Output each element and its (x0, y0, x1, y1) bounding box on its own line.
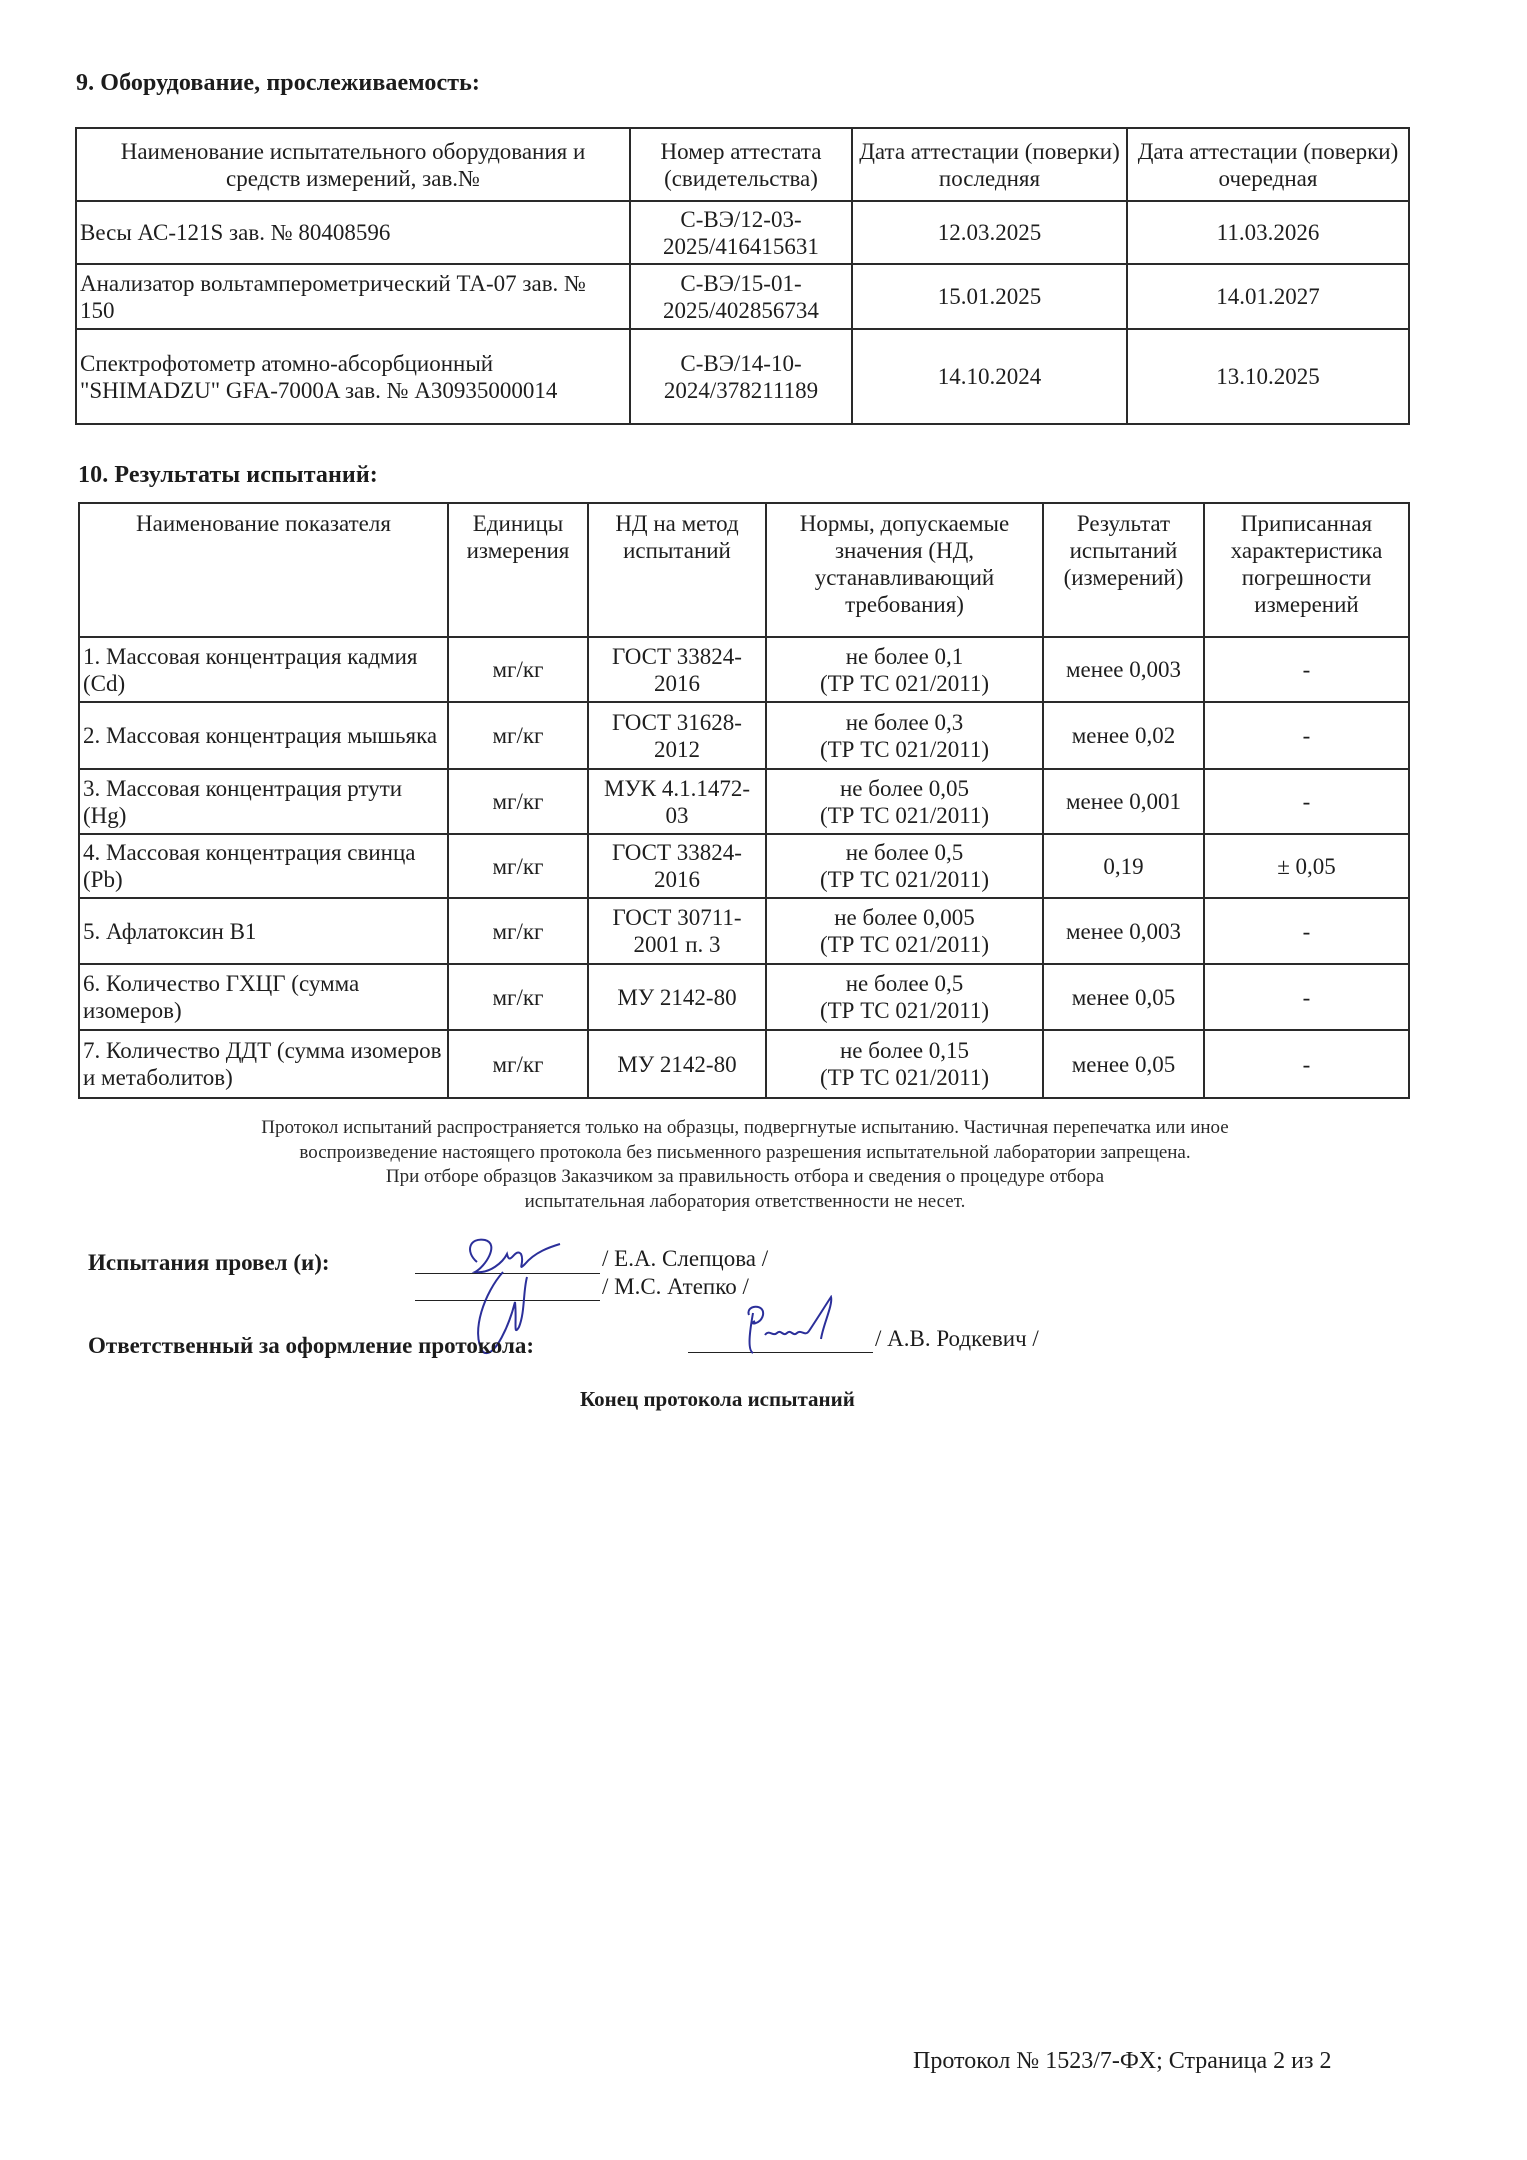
norm (766, 1030, 1043, 1098)
norm (766, 637, 1043, 702)
header-indicator: Наименование показателя (79, 503, 448, 637)
error-characteristic: - (1204, 1030, 1409, 1098)
equipment-name: Весы АС-121S зав. № 80408596 (76, 201, 630, 264)
table-row (76, 201, 1409, 264)
method: ГОСТ 30711-2001 п. 3 (588, 898, 766, 964)
last-verification-date: 15.01.2025 (852, 264, 1127, 329)
results-table-header (79, 503, 1409, 637)
header-next-verification: Дата аттестации (поверки) очередная (1127, 128, 1409, 201)
norm-reference: (ТР ТС 021/2011) (819, 998, 990, 1023)
method: МУК 4.1.1472-03 (588, 769, 766, 834)
norm-value: не более 0,15 (839, 1038, 970, 1063)
responsible-name: / А.В. Родкевич / (875, 1326, 1039, 1351)
error-characteristic: - (1204, 702, 1409, 769)
unit: мг/кг (448, 769, 588, 834)
responsible-label: Ответственный за оформление протокола: (88, 1333, 535, 1358)
header-units: Единицы измерения (448, 503, 588, 637)
norm-value: не более 0,05 (839, 775, 970, 801)
table-row (79, 1030, 1409, 1098)
end-of-protocol: Конец протокола испытаний (580, 1387, 855, 1411)
tester-2-name: / М.С. Атепко / (602, 1274, 749, 1299)
norm-reference: (ТР ТС 021/2011) (819, 670, 990, 696)
table-row (79, 769, 1409, 834)
table-row (79, 637, 1409, 702)
certificate-number: С-ВЭ/14-10-2024/378211189 (630, 329, 852, 424)
method: ГОСТ 33824-2016 (588, 637, 766, 702)
norm-reference: (ТР ТС 021/2011) (819, 736, 990, 762)
unit: мг/кг (448, 898, 588, 964)
tester-1-name: / Е.А. Слепцова / (602, 1246, 769, 1271)
indicator-name: 1. Массовая концентрация кадмия (Cd) (79, 637, 448, 702)
header-certificate-number: Номер аттестата (свидетельства) (630, 128, 852, 201)
certificate-number: С-ВЭ/12-03-2025/416415631 (630, 201, 852, 264)
result: менее 0,003 (1043, 637, 1204, 702)
result: менее 0,02 (1043, 702, 1204, 769)
equipment-table-header (76, 128, 1409, 201)
result: менее 0,001 (1043, 769, 1204, 834)
result: 0,19 (1043, 834, 1204, 898)
norm-value: не более 0,3 (845, 709, 964, 735)
error-characteristic: ± 0,05 (1204, 834, 1409, 898)
norm (766, 834, 1043, 898)
indicator-name: 3. Массовая концентрация ртути (Hg) (79, 769, 448, 834)
disclaimer-line: Протокол испытаний распространяется только на образцы, подвергнутые испытанию. Частичная перепечатка или иное (261, 1117, 1229, 1138)
unit: мг/кг (448, 964, 588, 1030)
norm-value: не более 0,5 (845, 840, 964, 865)
header-method: НД на метод испытаний (588, 503, 766, 637)
error-characteristic: - (1204, 637, 1409, 702)
next-verification-date: 11.03.2026 (1127, 201, 1409, 264)
norm-reference: (ТР ТС 021/2011) (819, 1065, 990, 1090)
equipment-name: Анализатор вольтамперометрический ТА-07 зав. № 150 (76, 264, 630, 329)
header-result: Результат испытаний (измерений) (1043, 503, 1204, 637)
error-characteristic: - (1204, 769, 1409, 834)
header-equipment-name: Наименование испытательного оборудования и средств измерений, зав.№ (76, 128, 630, 201)
disclaimer-line: испытательная лаборатория ответственности не несет. (524, 1190, 966, 1212)
indicator-name: 4. Массовая концентрация свинца (Pb) (79, 834, 448, 898)
table-row (79, 898, 1409, 964)
norm-reference: (ТР ТС 021/2011) (819, 932, 990, 957)
method: ГОСТ 31628-2012 (588, 702, 766, 769)
norm-reference: (ТР ТС 021/2011) (819, 802, 990, 828)
next-verification-date: 14.01.2027 (1127, 264, 1409, 329)
indicator-name: 7. Количество ДДТ (сумма изомеров и метаболитов) (79, 1030, 448, 1098)
last-verification-date: 14.10.2024 (852, 329, 1127, 424)
error-characteristic: - (1204, 964, 1409, 1030)
header-last-verification: Дата аттестации (поверки) последняя (852, 128, 1127, 201)
equipment-name: Спектрофотометр атомно-абсорбционный "SHIMADZU" GFA-7000A зав. № А30935000014 (76, 329, 630, 424)
result: менее 0,05 (1043, 1030, 1204, 1098)
equipment-table (75, 127, 1410, 425)
header-norms: Нормы, допускаемые значения (НД, устанавливающий требования) (766, 503, 1043, 637)
signature-responsible-icon (735, 1295, 845, 1357)
results-table (78, 502, 1410, 1099)
indicator-name: 2. Массовая концентрация мышьяка (79, 702, 448, 769)
section-9-title: 9. Оборудование, прослеживаемость: (76, 70, 481, 96)
disclaimer-line: При отборе образцов Заказчиком за правильность отбора и сведения о процедуре отбора (385, 1166, 1105, 1187)
indicator-name: 6. Количество ГХЦГ (сумма изомеров) (79, 964, 448, 1030)
tested-by-label: Испытания провел (и): (88, 1250, 330, 1275)
unit: мг/кг (448, 702, 588, 769)
norm (766, 964, 1043, 1030)
result: менее 0,003 (1043, 898, 1204, 964)
unit: мг/кг (448, 834, 588, 898)
header-error: Приписанная характеристика погрешности измерений (1204, 503, 1409, 637)
last-verification-date: 12.03.2025 (852, 201, 1127, 264)
method: МУ 2142-80 (588, 964, 766, 1030)
table-row (79, 702, 1409, 769)
method: МУ 2142-80 (588, 1030, 766, 1098)
certificate-number: С-ВЭ/15-01-2025/402856734 (630, 264, 852, 329)
norm (766, 898, 1043, 964)
disclaimer-line: воспроизведение настоящего протокола без письменного разрешения испытательной лаборатории запрещена. (299, 1141, 1191, 1163)
norm-reference: (ТР ТС 021/2011) (819, 867, 990, 892)
norm (766, 769, 1043, 834)
result: менее 0,05 (1043, 964, 1204, 1030)
table-row (79, 834, 1409, 898)
norm-value: не более 0,5 (845, 971, 964, 996)
disclaimer (80, 1116, 1410, 1214)
section-10-title: 10. Результаты испытаний: (78, 462, 378, 488)
page-footer: Протокол № 1523/7-ФХ; Страница 2 из 2 (913, 2048, 1332, 2074)
table-row (76, 264, 1409, 329)
table-row (76, 329, 1409, 424)
norm-value: не более 0,005 (834, 905, 975, 930)
method: ГОСТ 33824-2016 (588, 834, 766, 898)
norm (766, 702, 1043, 769)
indicator-name: 5. Афлатоксин В1 (79, 898, 448, 964)
table-row (79, 964, 1409, 1030)
unit: мг/кг (448, 1030, 588, 1098)
next-verification-date: 13.10.2025 (1127, 329, 1409, 424)
norm-value: не более 0,1 (845, 643, 964, 669)
unit: мг/кг (448, 637, 588, 702)
error-characteristic: - (1204, 898, 1409, 964)
